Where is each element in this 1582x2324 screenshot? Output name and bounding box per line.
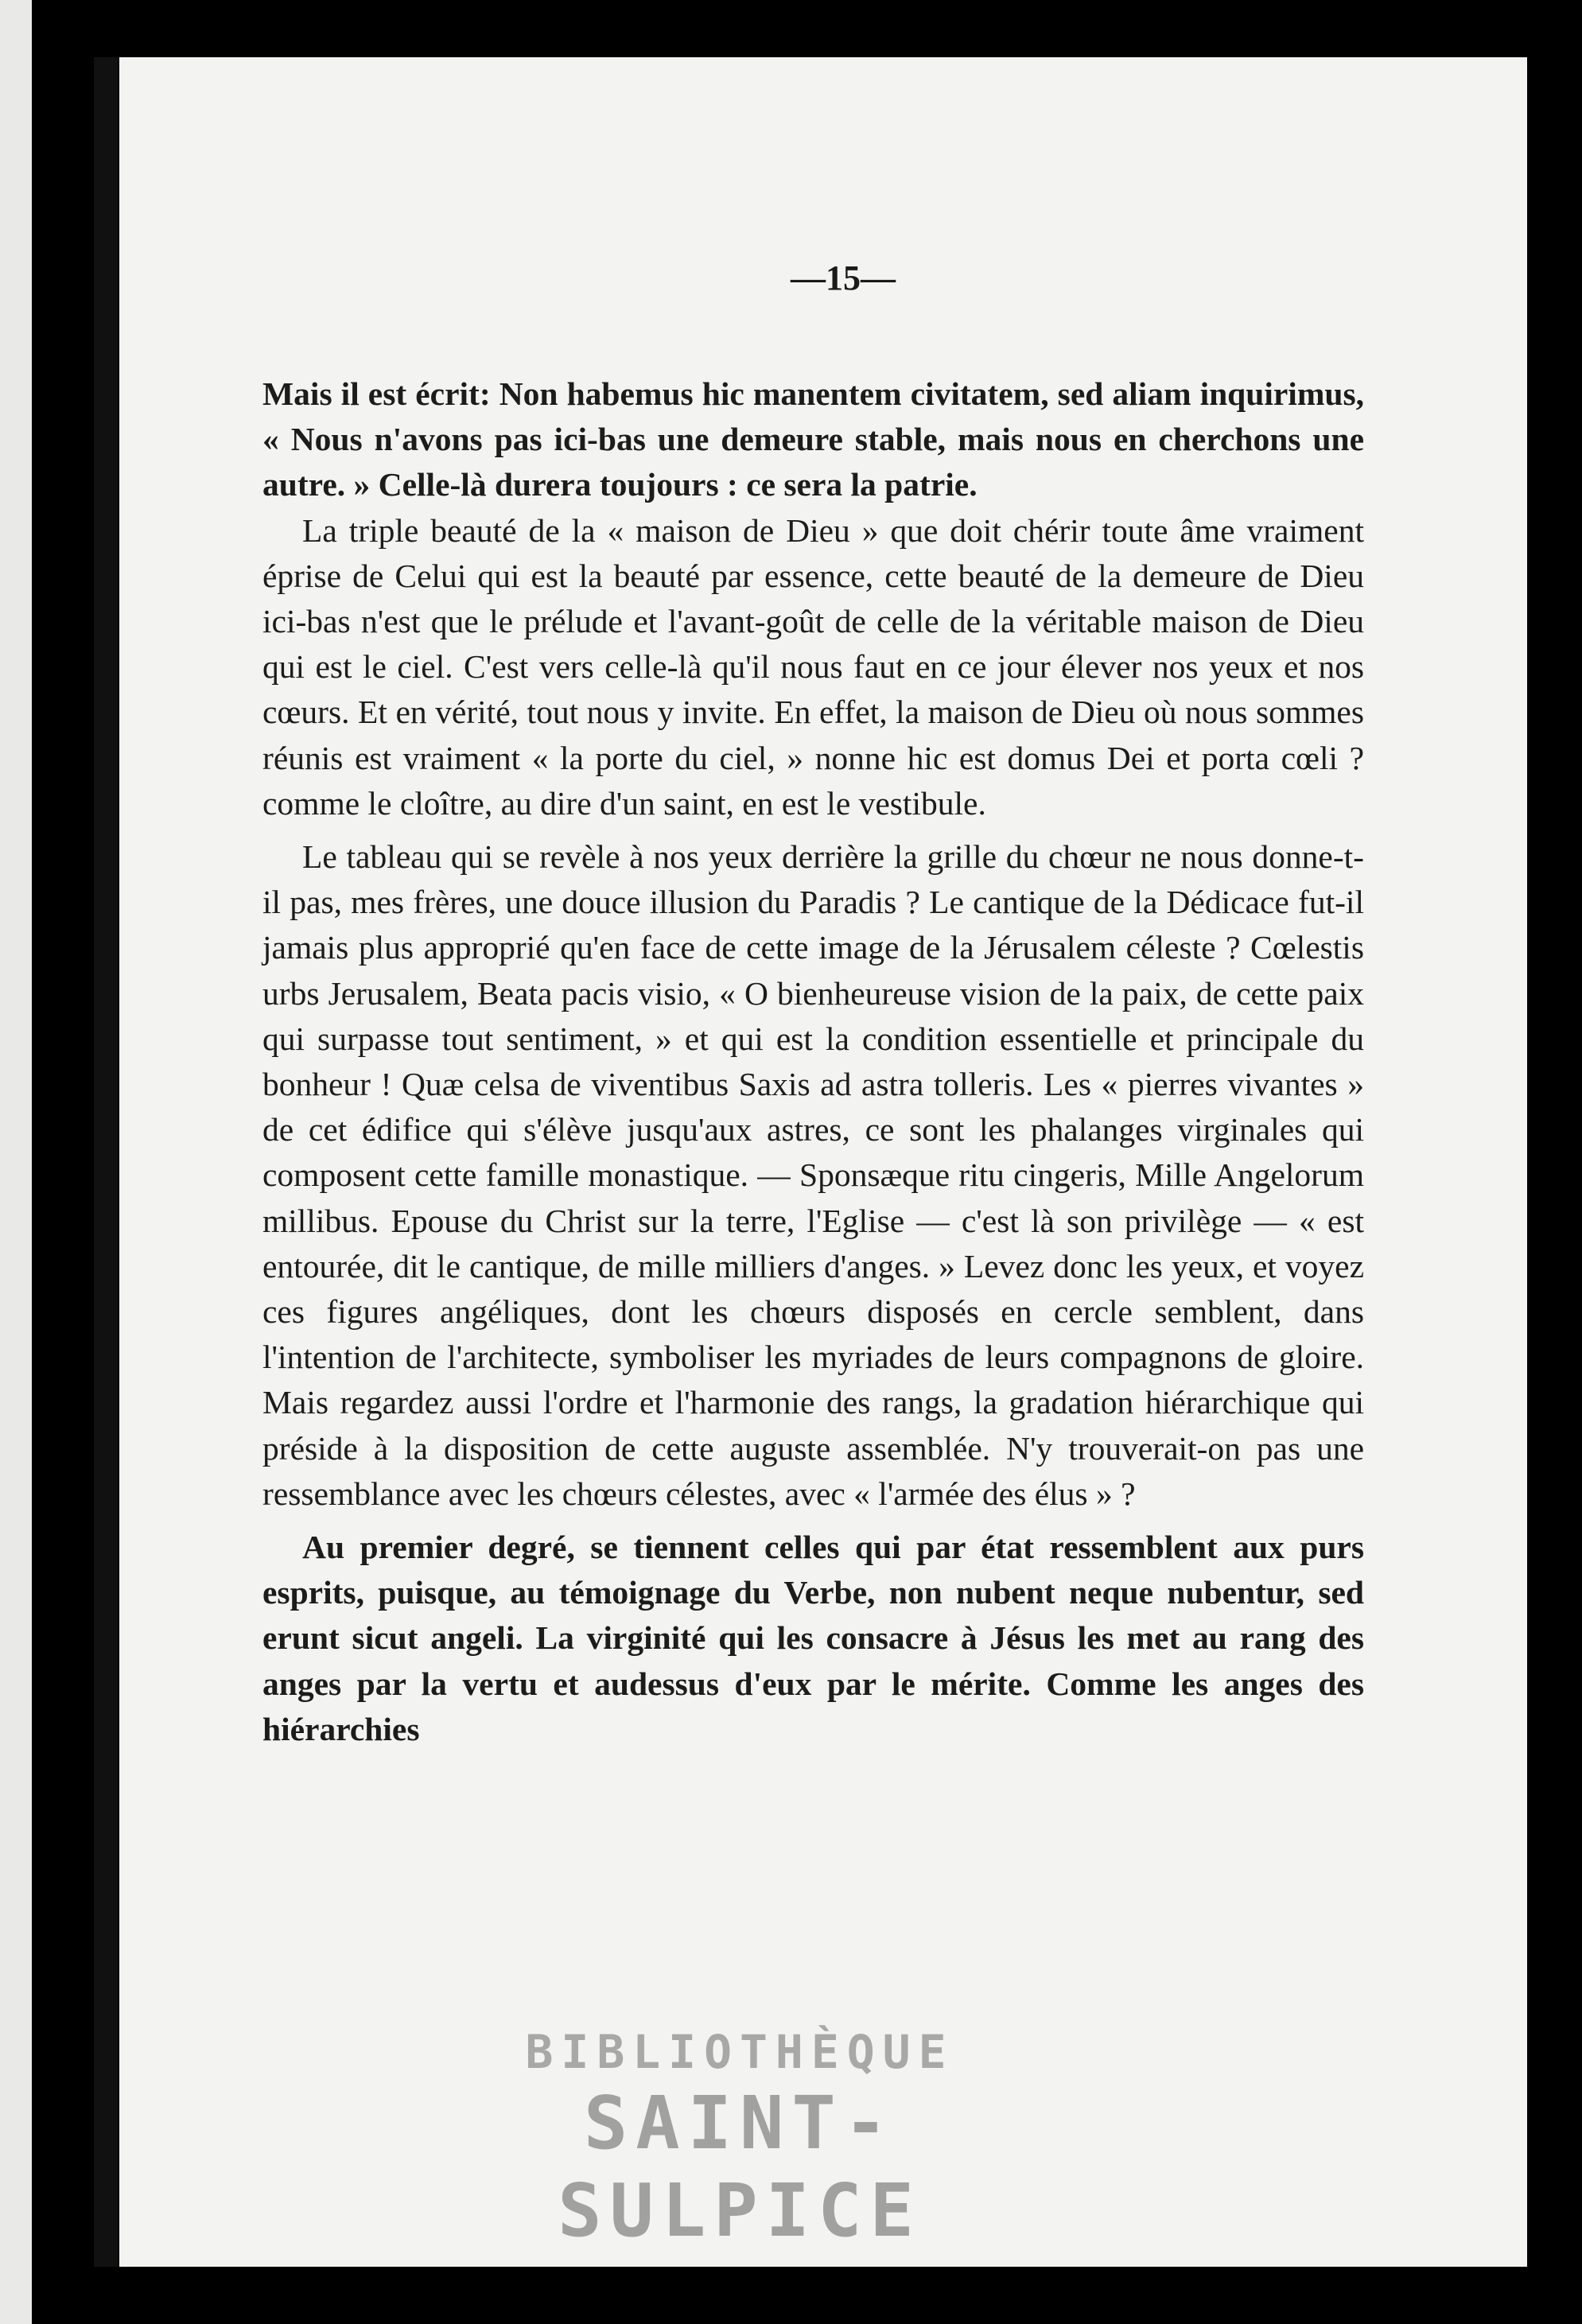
stamp-line: SAINT-SULPICE bbox=[558, 2081, 922, 2253]
scan-left-margin bbox=[0, 0, 32, 2324]
paragraph: Au premier degré, se tiennent celles qui par état ressemblent aux purs esprits, puisque, au témoignage du Verbe, non nubent neque nubentur, sed erunt sicut angeli. La virginité qui les consacre à Jésus les met au rang des anges par la vertu et audessus d'eux par le mérite. Comme les anges des hiérarchies bbox=[262, 1529, 1364, 1747]
paragraph: Mais il est écrit: Non habemus hic manentem civitatem, sed aliam inquirimus, « Nous n'avons pas ici-bas une demeure stable, mais nous en cherchons une autre. » Celle-là durera toujours : ce sera la patrie. bbox=[262, 375, 1364, 503]
page-number: —15— bbox=[791, 258, 896, 297]
book-page bbox=[119, 57, 1527, 2267]
paragraph: La triple beauté de la « maison de Dieu » que doit chérir toute âme vraiment éprise de Celui qui est la beauté par essence, cette beauté de la demeure de Dieu ici-bas n'est que le prélude et l'avant-goût de celle de la véritable maison de Dieu qui est le ciel. C'est vers celle-là qu'il nous faut en ce jour élever nos yeux et nos cœurs. Et en vérité, tout nous y invite. En effet, la maison de Dieu où nous sommes réunis est vraiment « la porte du ciel, » nonne hic est domus Dei et porta cœli ? comme le cloître, au dire d'un saint, en est le vestibule. bbox=[262, 511, 1364, 822]
book-spine-shadow bbox=[94, 57, 118, 2267]
paragraph: Le tableau qui se revèle à nos yeux derrière la grille du chœur ne nous donne-t-il pas, mes frères, une douce illusion du Paradis ? Le cantique de la Dédicace fut-il jamais plus approprié qu'en face de cette image de la Jérusalem céleste ? Cœlestis urbs Jerusalem, Beata pacis visio, « O bienheureuse vision de la paix, de cette paix qui surpasse tout sentiment, » et qui est la condition essentielle et principale du bonheur ! Quæ celsa de viventibus Saxis ad astra tolleris. Les « pierres vivantes » de cet édifice qui s'élève jusqu'aux astres, ce sont les phalanges virginales qui composent cette famille monastique. — Sponsæque ritu cingeris, Mille Angelorum millibus. Epouse du Christ sur la terre, l'Eglise — c'est là son privilège — « est entourée, dit le cantique, de mille milliers d'anges. » Levez donc les yeux, et voyez ces figures angéliques, dont les chœurs disposés en cercle semblent, dans l'intention de l'architecte, symboliser les myriades de leurs compagnons de gloire. Mais regardez aussi l'ordre et l'harmonie des rangs, la gradation hiérarchique qui préside à la disposition de cette auguste assemblée. N'y trouverait-on pas une ressemblance avec les chœurs célestes, avec « l'armée des élus » ? bbox=[262, 838, 1364, 1512]
body-text bbox=[262, 371, 1364, 1752]
stamp-line: BIBLIOTHÈQUE bbox=[525, 2025, 954, 2079]
perforated-library-stamp bbox=[453, 2024, 1026, 2255]
punch-hole bbox=[372, 57, 401, 78]
